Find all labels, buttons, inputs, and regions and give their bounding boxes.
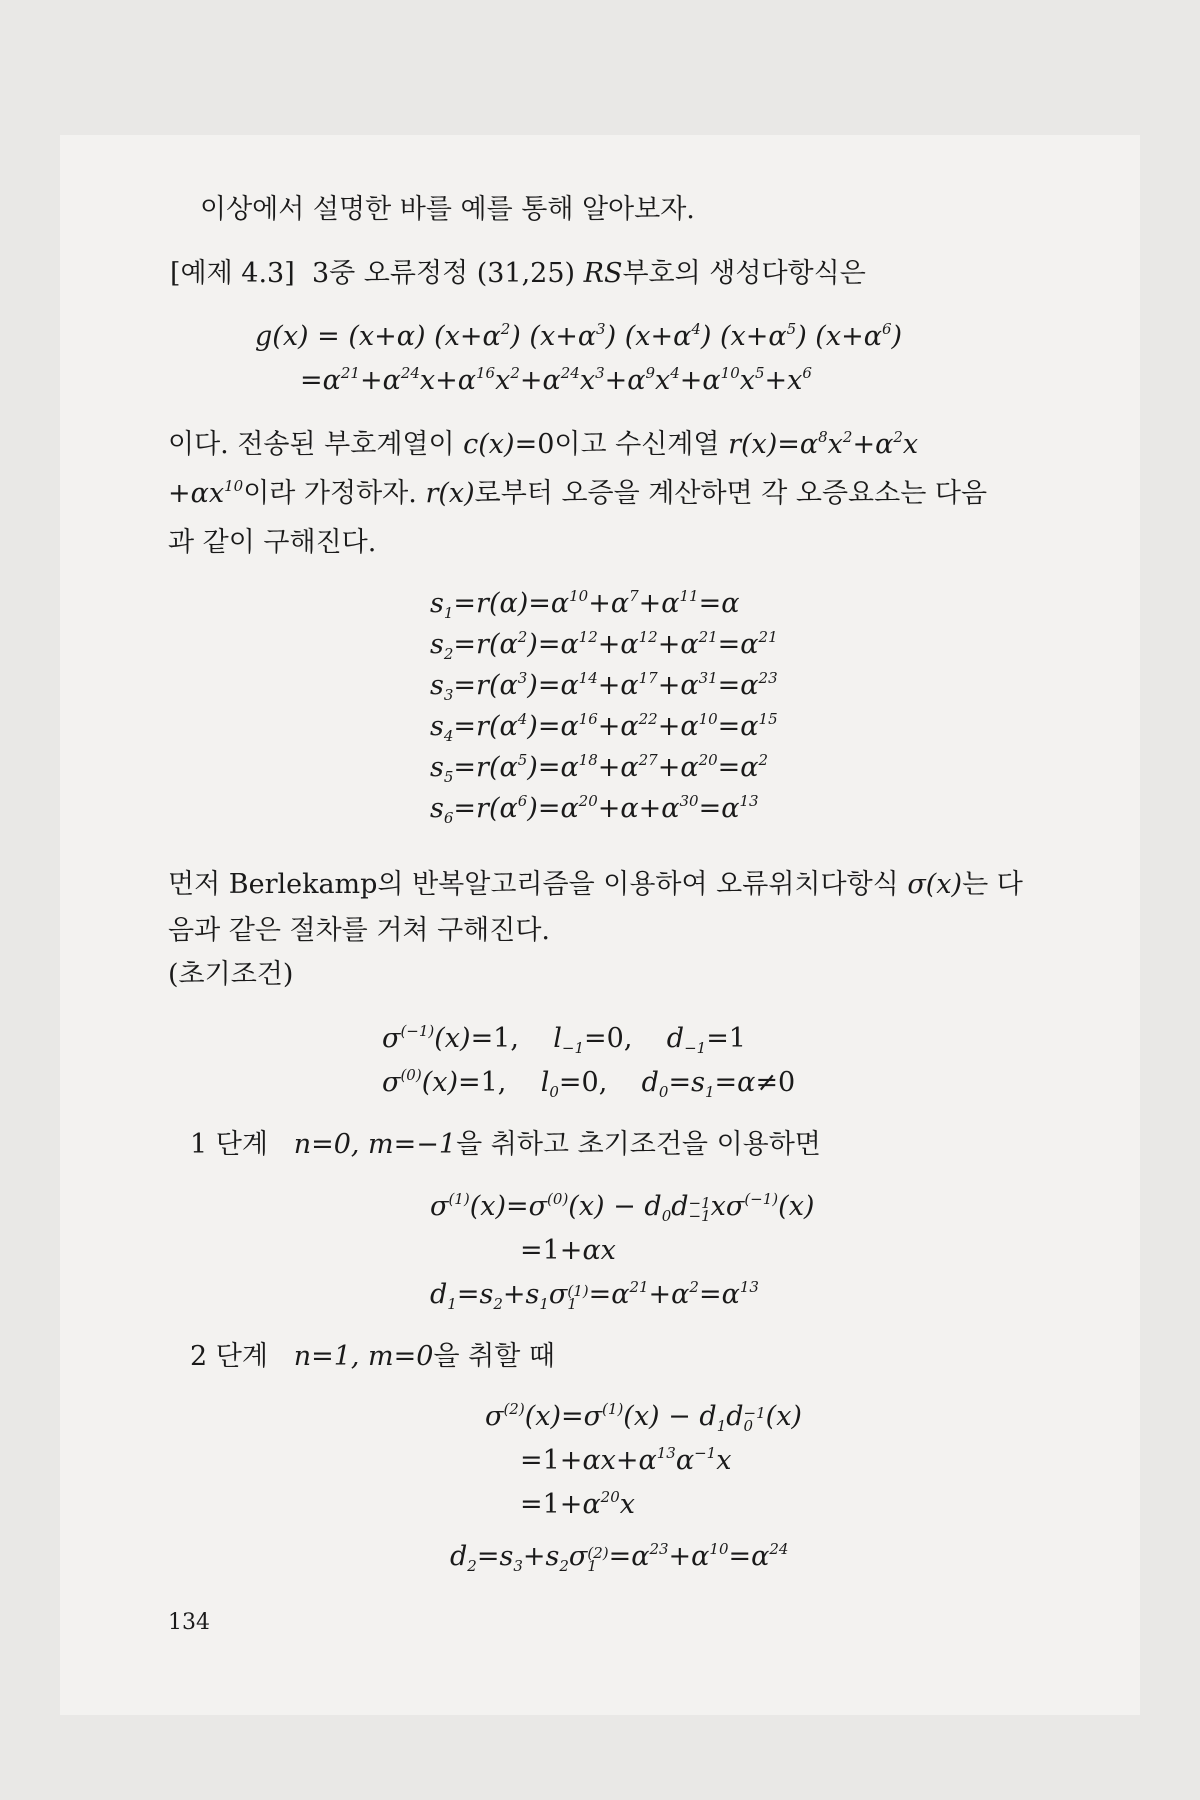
syndrome-s4: $s_4=r(\alpha^4)=\alpha^{16}+\alpha^{22}+\alpha^{10}=\alpha^{15}$ <box>430 710 778 745</box>
step1-label: 1 단계 <box>190 1129 268 1160</box>
step2-sigma2: $\sigma^{(2)}(x)=\sigma^{(1)}(x) - d_1d$ −1 0 (x) <box>485 1400 802 1435</box>
paragraph2-line2: 음과 같은 절차를 거쳐 구해진다. <box>168 915 550 946</box>
para2-text-a1: 먼저 Berlekamp의 반복알고리즘을 이용하여 오류위치다항식 <box>168 869 908 900</box>
step2-condition: n=1, m=0 <box>293 1341 434 1372</box>
step1-condition: n=0, m=−1 <box>293 1129 457 1160</box>
step1-text: 을 취하고 초기조건을 이용하면 <box>456 1129 821 1160</box>
example-label: [예제 4.3] <box>170 258 295 289</box>
step2-label: 2 단계 <box>190 1341 268 1372</box>
intro-text: 이상에서 설명한 바를 예를 통해 알아보자. <box>200 194 695 225</box>
example-text-post: 부호의 생성다항식은 <box>622 258 866 289</box>
step1-d1: $d_1=s_2+s_1\sigma$ (1) 1 $=\alpha^{21}+\alpha^2=\alpha^{13}$ <box>430 1278 759 1313</box>
received-word-formula: $r(x)=\alpha^8x^2+\alpha^2x$ <box>728 428 919 460</box>
paragraph2-line1 <box>168 867 1023 903</box>
step1-sigma1-result: =1+αx <box>520 1235 616 1266</box>
step1-sigma1: $\sigma^{(1)}(x)=\sigma^{(0)}(x) - d_0d$ −1 −1 $x\sigma^{(-1)}(x)$ <box>430 1190 815 1225</box>
syndrome-s6: $s_6=r(\alpha^6)=\alpha^{20}+\alpha+\alpha^{30}=\alpha^{13}$ <box>430 792 759 827</box>
paragraph1-line3: 과 같이 구해진다. <box>168 527 377 558</box>
example-text-pre: 3중 오류정정 (31,25) <box>311 258 584 289</box>
para1-text-b1: 이라 가정하자. <box>243 478 426 509</box>
transmitted-codeword-formula: c(x)=0 <box>463 429 555 460</box>
para1-text-b2: 로부터 오증을 계산하면 각 오증요소는 다음 <box>474 478 988 509</box>
para1-text-a1: 이다. 전송된 부호계열이 <box>168 429 464 460</box>
syndrome-s5: $s_5=r(\alpha^5)=\alpha^{18}+\alpha^{27}+\alpha^{20}=\alpha^2$ <box>430 751 769 786</box>
syndrome-s1: $s_1=r(\alpha)=\alpha^{10}+\alpha^7+\alpha^{11}=\alpha$ <box>430 587 740 622</box>
initial-condition-1: $\sigma^{(-1)}(x)=1$, $l_{-1}=0$, $d_{-1}=1$ <box>382 1022 746 1057</box>
received-word-symbol: r(x) <box>425 478 475 509</box>
rs-code-label: RS <box>583 258 623 289</box>
step2-sigma2-expand: $=1+\alpha x+\alpha^{13}\alpha^{-1}x$ <box>520 1444 732 1476</box>
received-word-formula-cont: $+\alpha x^{10}$ <box>168 477 244 509</box>
error-locator-symbol: σ(x) <box>907 869 963 900</box>
para2-text-a2: 는 다 <box>962 869 1023 900</box>
generator-polynomial-line1: g(x) = (x+α) $(x+\alpha^2)$ $(x+\alpha^3)$ $(x+\alpha^4)$ $(x+\alpha^5)$ $(x+\alpha^6)$ <box>255 320 903 352</box>
para1-text-a2: 이고 수신계열 <box>554 429 729 460</box>
example-heading <box>170 256 866 292</box>
initial-condition-2: $\sigma^{(0)}(x)=1$, $l_0=0$, $d_0=s_1=\alpha\ne 0$ <box>382 1066 796 1101</box>
paragraph1-line2 <box>168 476 987 512</box>
step2-heading <box>190 1339 555 1375</box>
generator-polynomial-line2: $=\alpha^{21}+\alpha^{24}x+\alpha^{16}x^2+\alpha^{24}x^3+\alpha^9x^4+\alpha^{10}x^5+x^6$ <box>300 364 812 396</box>
syndrome-s2: $s_2=r(\alpha^2)=\alpha^{12}+\alpha^{12}+\alpha^{21}=\alpha^{21}$ <box>430 628 778 663</box>
step2-d2: $d_2=s_3+s_2\sigma$ (2) 1 $=\alpha^{23}+\alpha^{10}=\alpha^{24}$ <box>450 1540 789 1575</box>
paragraph2-line3: (초기조건) <box>168 959 294 990</box>
page-number: 134 <box>168 1610 210 1635</box>
step2-sigma2-result: $=1+\alpha^{20}x$ <box>520 1488 635 1520</box>
step2-text: 을 취할 때 <box>433 1341 555 1372</box>
syndrome-s3: $s_3=r(\alpha^3)=\alpha^{14}+\alpha^{17}+\alpha^{31}=\alpha^{23}$ <box>430 669 778 704</box>
paragraph1-line1 <box>168 427 918 463</box>
step1-heading <box>190 1127 821 1163</box>
